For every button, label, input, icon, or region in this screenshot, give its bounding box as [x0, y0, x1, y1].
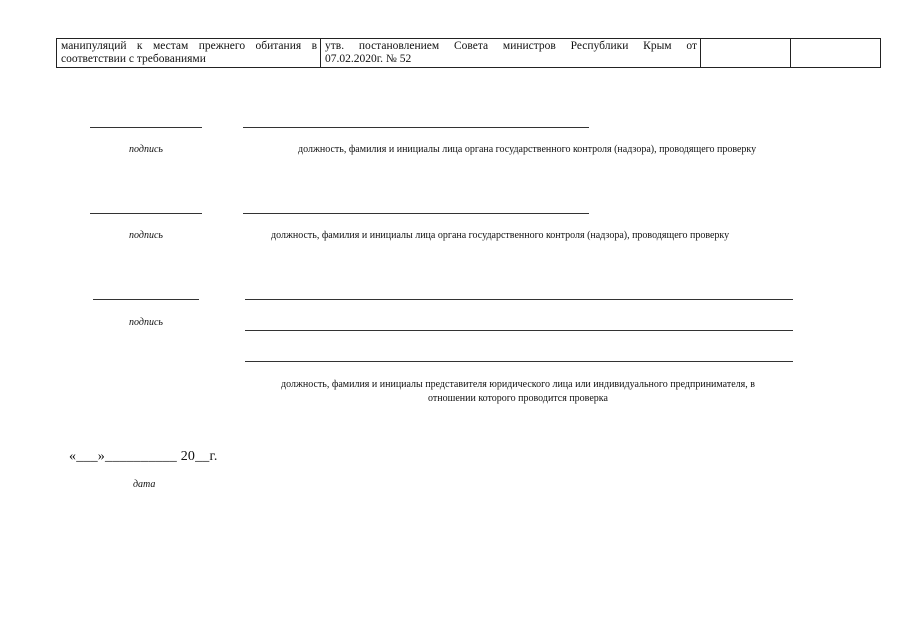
date-label: дата [133, 479, 156, 490]
table-cell-description [57, 39, 321, 68]
position-line [243, 213, 589, 214]
representative-line [245, 299, 793, 300]
cell-line: утв. постановлением Совета министров Республики Крым от [325, 40, 697, 52]
cell-line [795, 40, 877, 53]
table-cell-empty [701, 39, 791, 68]
position-line [243, 127, 589, 128]
table-cell-regulation [321, 39, 701, 68]
position-caption: должность, фамилия и инициалы лица органа государственного контроля (надзора), проводящего проверку [298, 144, 757, 155]
representative-caption: должность, фамилия и инициалы представителя юридического лица или индивидуального предпринимателя, в [281, 379, 755, 390]
representative-line [245, 330, 793, 331]
signature-line [93, 299, 199, 300]
representative-caption: отношении которого проводится проверка [428, 393, 608, 404]
signature-label: подпись [129, 144, 163, 155]
cell-line [705, 53, 787, 66]
cell-line: соответствии с требованиями [61, 53, 206, 65]
signature-label: подпись [129, 317, 163, 328]
cell-line [795, 53, 877, 66]
signature-label: подпись [129, 230, 163, 241]
date-field: «___»__________ 20__г. [69, 449, 218, 464]
cell-line: 07.02.2020г. № 52 [325, 53, 412, 65]
table-row [57, 39, 881, 68]
table-cell-empty [791, 39, 881, 68]
cell-line [705, 40, 787, 53]
representative-line [245, 361, 793, 362]
signature-line [90, 127, 202, 128]
header-table [56, 38, 881, 68]
cell-line: манипуляций к местам прежнего обитания в [61, 40, 317, 52]
signature-line [90, 213, 202, 214]
position-caption: должность, фамилия и инициалы лица органа государственного контроля (надзора), проводящего проверку [271, 230, 730, 241]
